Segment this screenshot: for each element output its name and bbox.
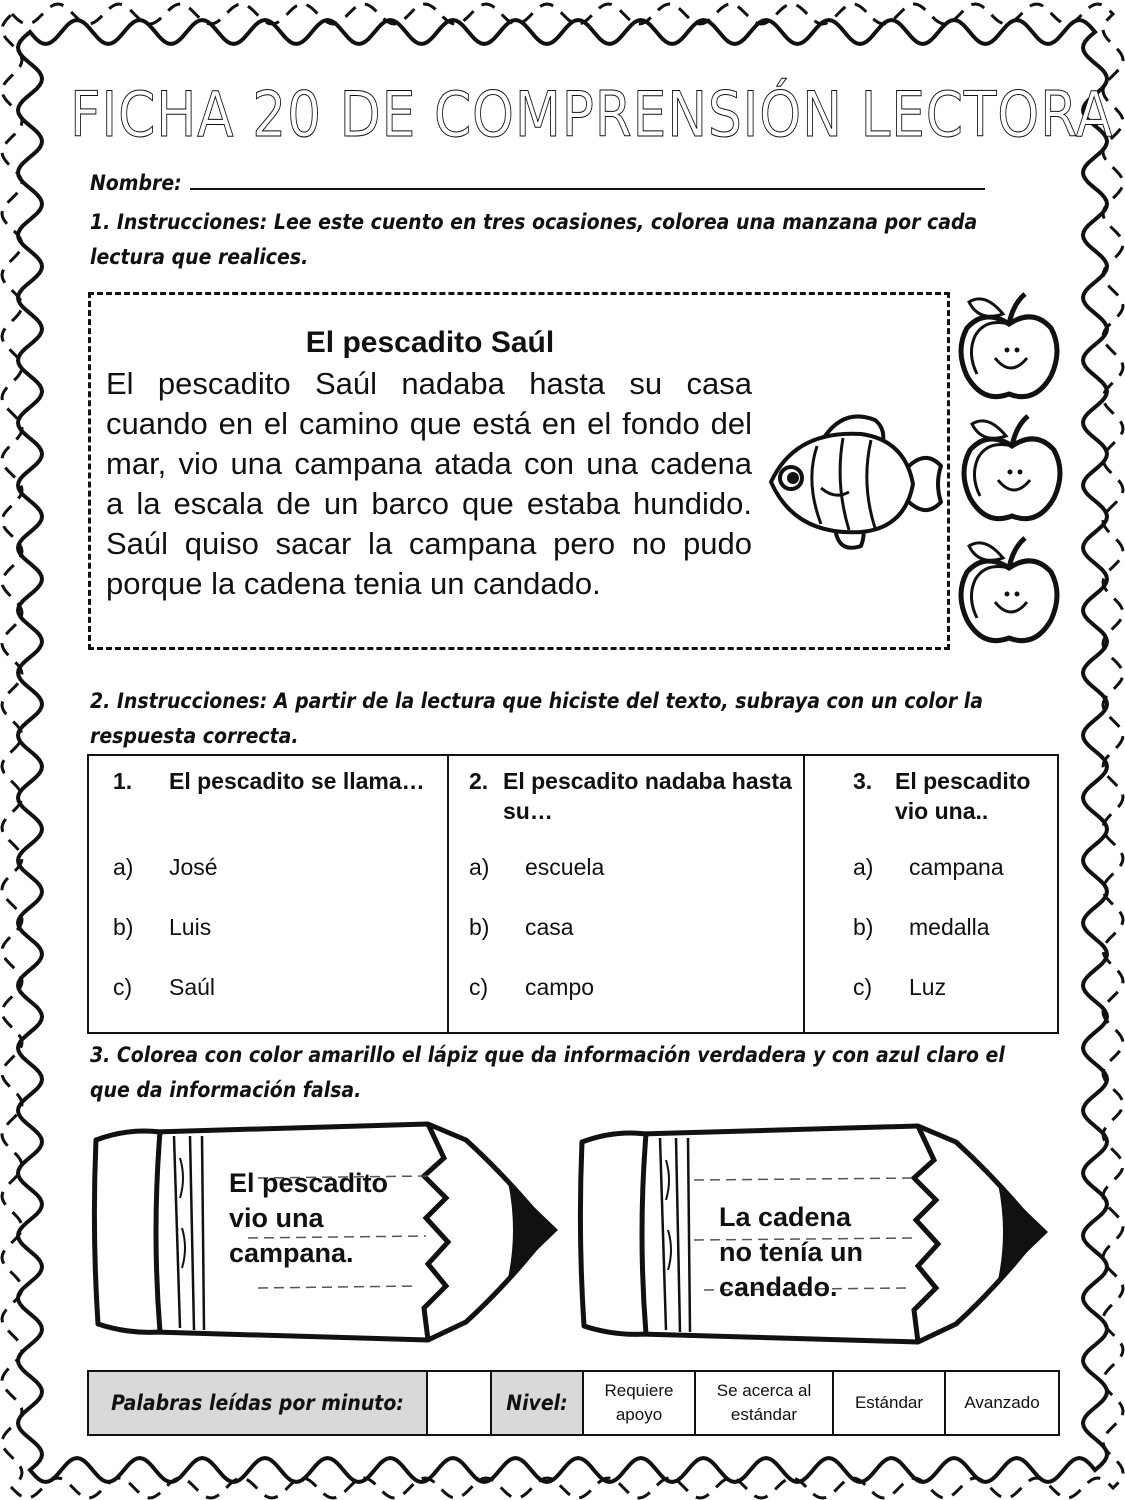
option-text: Luz	[909, 974, 947, 1000]
name-label: Nombre:	[90, 171, 182, 195]
pencil-statement-2	[719, 1200, 863, 1305]
instructions-3: 3. Colorea con color amarillo el lápiz que da información verdadera y con azul claro el que da información falsa.	[90, 1043, 1005, 1102]
answer-option[interactable]	[469, 852, 793, 912]
apple-icon[interactable]	[955, 288, 1065, 408]
option-letter: c)	[469, 974, 489, 1000]
option-text: escuela	[525, 854, 605, 880]
pencil-line: candado.	[719, 1272, 838, 1302]
question-number: 3.	[853, 768, 873, 794]
answer-option[interactable]	[853, 912, 1047, 972]
option-text: medalla	[909, 914, 990, 940]
question-number: 1.	[113, 768, 133, 794]
answer-option[interactable]	[113, 852, 437, 912]
level-label: Nivel:	[491, 1371, 583, 1435]
option-letter: b)	[853, 914, 874, 940]
option-letter: c)	[853, 974, 873, 1000]
option-letter: a)	[853, 854, 874, 880]
question-cell	[88, 755, 448, 1033]
questions-table	[87, 754, 1059, 1034]
name-blank-line[interactable]	[190, 170, 985, 190]
instructions-1: 1. Instrucciones: Lee este cuento en tres ocasiones, colorea una manzana por cada lectura que realices.	[90, 210, 978, 269]
answer-option[interactable]	[113, 972, 437, 1032]
pencil-line: no tenía un	[719, 1237, 863, 1267]
worksheet-title: FICHA 20 DE COMPRENSIÓN LECTORA	[70, 78, 1114, 151]
words-per-minute-label: Palabras leídas por minuto:	[88, 1371, 427, 1435]
story-title: El pescadito Saúl	[305, 326, 555, 359]
question-text: El pescadito nadaba hasta su…	[503, 768, 792, 824]
option-letter: a)	[469, 854, 490, 880]
option-letter: b)	[113, 914, 134, 940]
question-text: El pescadito se llama…	[169, 768, 425, 794]
level-option-avanzado[interactable]: Avanzado	[945, 1371, 1059, 1435]
fish-icon	[765, 408, 947, 560]
level-option-requiere-apoyo[interactable]: Requiere apoyo	[583, 1371, 695, 1435]
option-text: Luis	[169, 914, 212, 940]
option-text: José	[169, 854, 218, 880]
option-letter: b)	[469, 914, 490, 940]
apple-icon[interactable]	[958, 410, 1068, 530]
level-option-estandar[interactable]: Estándar	[833, 1371, 945, 1435]
story-text: El pescadito Saúl nadaba hasta su casa cuando en el camino que está en el fondo del mar, vio una campana atada con una cadena a la escala de un barco que estaba hundido. Saúl quiso sacar la campana pero no pudo porque la cadena tenia un candado.	[106, 366, 752, 601]
option-text: Saúl	[169, 974, 216, 1000]
pencil-line: El pescadito	[229, 1168, 389, 1198]
option-text: campana	[909, 854, 1004, 880]
option-letter: a)	[113, 854, 134, 880]
answer-option[interactable]	[469, 912, 793, 972]
question-cell	[804, 755, 1058, 1033]
option-text: campo	[525, 974, 595, 1000]
reading-level-table	[87, 1370, 1060, 1436]
level-option-se-acerca[interactable]: Se acerca al estándar	[695, 1371, 833, 1435]
question-number: 2.	[469, 768, 489, 794]
name-field[interactable]	[90, 170, 990, 195]
question-text: El pescadito vio una..	[895, 768, 1031, 824]
answer-option[interactable]	[853, 852, 1047, 912]
words-per-minute-input[interactable]	[427, 1371, 491, 1435]
instructions-2: 2. Instrucciones: A partir de la lectura que hiciste del texto, subraya con un color la respuesta correcta.	[90, 689, 983, 748]
answer-option[interactable]	[113, 912, 437, 972]
pencil-line: La cadena	[719, 1202, 852, 1232]
pencil-line: campana.	[229, 1238, 354, 1268]
pencil-line: vio una	[229, 1203, 324, 1233]
pencil-statement-1	[229, 1166, 388, 1271]
answer-option[interactable]	[469, 972, 793, 1032]
apple-icon[interactable]	[955, 532, 1065, 652]
option-text: casa	[525, 914, 574, 940]
option-letter: c)	[113, 974, 133, 1000]
question-cell	[448, 755, 804, 1033]
answer-option[interactable]	[853, 972, 1047, 1032]
